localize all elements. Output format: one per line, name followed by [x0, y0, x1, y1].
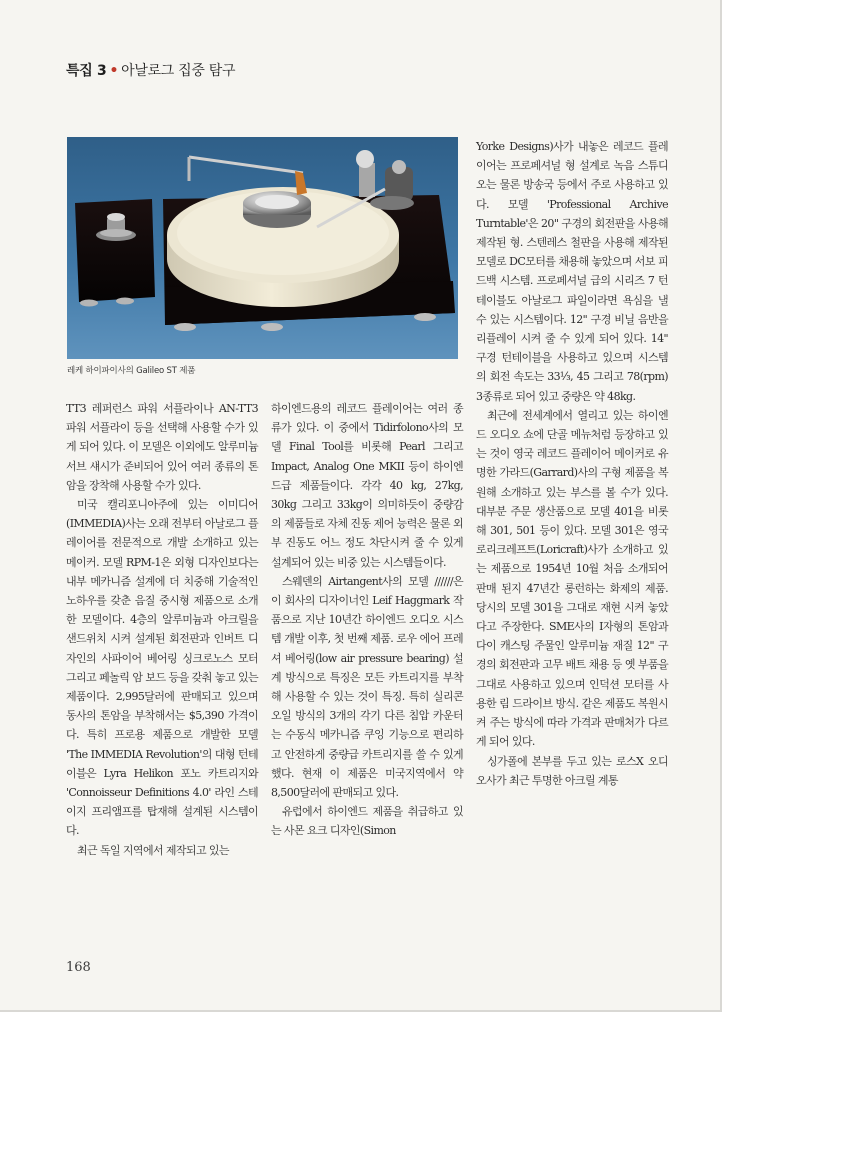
separator-bullet: •	[109, 63, 119, 79]
paragraph: 싱가폴에 본부를 두고 있는 로스X 오디오사가 최근 투명한 아크릴 계통	[476, 754, 668, 787]
text-column-1	[66, 399, 258, 860]
paragraph: 미국 캘리포니아주에 있는 이미디어(IMMEDIA)사는 오래 전부터 아날로그 플레이어를 전문적으로 개발 소개하고 있는 메이커. 모델 RPM-1은 외형 디자인보다는 내부 메카니즘 설계에 더 치중해 기술적인 노하우를 갖춘 음질 중시형 제품으로 소개한 모델이다. 4층의 알루미늄과 아크릴을 샌드위치 시켜 설계된 회전판과 인버트 디자인의 사파이어 베어링 싱크로노스 모터 그리고 페놀릭 암 보드 등을 갖춰 놓고 있는 제품이다. 2,995달러에 판매되고 있으며 동사의 톤암을 부착해서는 $5,390 가격이다. 특히 프로용 제품으로 개발한 모델 'The IMMEDIA Revolution'의 대형 턴테이블은 Lyra Helikon 포노 카트리지와 'Connoisseur Definitions 4.0' 라인 스테이지 프리앰프를 탑재해 설계된 시스템이다.	[66, 498, 258, 838]
page-number: 168	[66, 960, 91, 975]
section-header	[66, 60, 235, 80]
paragraph: TT3 레퍼런스 파워 서플라이나 AN-TT3 파워 서플라이 등을 선택해 사용할 수가 있게 되어 있다. 이 모델은 이외에도 알루미늄 서브 섀시가 준비되어 있어 여러 종류의 톤암을 장착해 사용할 수가 있다.	[66, 402, 258, 492]
text-column-3	[476, 137, 668, 790]
photo-caption: 레케 하이파이사의 Galileo ST 제품	[67, 366, 196, 376]
paragraph: 최근에 전세계에서 열리고 있는 하이엔드 오디오 쇼에 단골 메뉴처럼 등장하고 있는 것이 영국 레코드 플레이어 메이커로 유명한 가라드(Garrard)사의 구형 제품을 복원해 소개하고 있는 부스를 볼 수가 있다. 대부분 주문 생산품으로 모델 401을 비롯해 301, 501 등이 있다. 모델 301은 영국 로리크레프트(Loricraft)사가 소개하고 있는 제품으로 1954년 10월 처음 소개되어 판매 된지 47년간 롱런하는 화제의 제품. 당시의 모델 301을 그대로 재현 시켜 놓았다고 주장한다. SME사의 I자형의 톤암과 다이 캐스팅 주물인 알루미늄 재질 12" 구경의 회전판과 고무 배트 채용 등 옛 부품을 그대로 사용하고 있으며 인덕션 모터를 사용한 림 드라이브 방식. 같은 제품도 복원시켜 주는 방식에 따라 가격과 판매처가 다르게 되어 있다.	[476, 408, 668, 749]
turntable-photo	[67, 137, 458, 359]
paragraph: 최근 독일 지역에서 제작되고 있는	[77, 843, 229, 857]
paragraph: 유럽에서 하이엔드 제품을 취급하고 있는 사몬 요크 디자인(Simon	[271, 805, 463, 838]
paragraph: 하이엔드용의 레코드 플레이어는 여러 종류가 있다. 이 중에서 Tidirfolono사의 모델 Final Tool를 비롯해 Pearl 그리고 Impact, Analog One MKII 등이 하이엔드급 제품들이다. 각각 40 kg, 27kg, 30kg 그리고 33kg이 의미하듯이 중량감의 제품들로 자체 진동 제어 능력은 물론 외부 진동도 어느 정도 차단시켜 줄 수 있게 설계되어 있는 비중 있는 시스템들이다.	[271, 402, 463, 569]
section-title: 아날로그 집중 탐구	[121, 63, 236, 79]
paragraph: Yorke Designs)사가 내놓은 레코드 플레이어는 프로페셔널 형 설계로 녹음 스튜디오는 물론 방송국 등에서 주로 사용하고 있다. 모델 'Professional Archive Turntable'은 20" 구경의 회전판을 사용해 제작된 형. 스텐레스 철판을 사용해 제작된 모델로 DC모터를 채용해 놓았으며 서보 피드백 시스템. 프로페셔널 급의 시리즈 7 턴테이블도 아날로그 파일이라면 욕심을 낼 수 있는 시스템이다. 12" 구경 비닐 음반을 리플레이 시켜 줄 수 있게 되어 있다. 14" 구경 턴테이블을 사용하고 있으며 시스템의 회전 속도는 33⅓, 45 그리고 78(rpm) 3종류로 되어 있고 중량은 약 48kg.	[476, 140, 668, 403]
paragraph: 스웨덴의 Airtangent사의 모델 //////은 이 회사의 디자이너인 Leif Haggmark 작품으로 지난 10년간 하이엔드 오디오 시스템 개발 이후, 첫 번째 제품. 로우 에어 프레셔 베어링(low air pressure bearing) 설계 방식으로 특징은 모든 카트리지를 부착해 사용할 수 있는 것이 특징. 특히 실리콘 오일 방식의 3개의 각기 다른 침압 카운터는 수동식 메카니즘 쿠잉 기능으로 편리하고 안전하게 중량급 카트리지를 쓸 수 있게 했다. 현재 이 제품은 미국지역에서 약 8,500달러에 판매되고 있다.	[271, 574, 463, 800]
text-column-2	[271, 399, 463, 841]
section-number: 특집 3	[66, 63, 107, 79]
